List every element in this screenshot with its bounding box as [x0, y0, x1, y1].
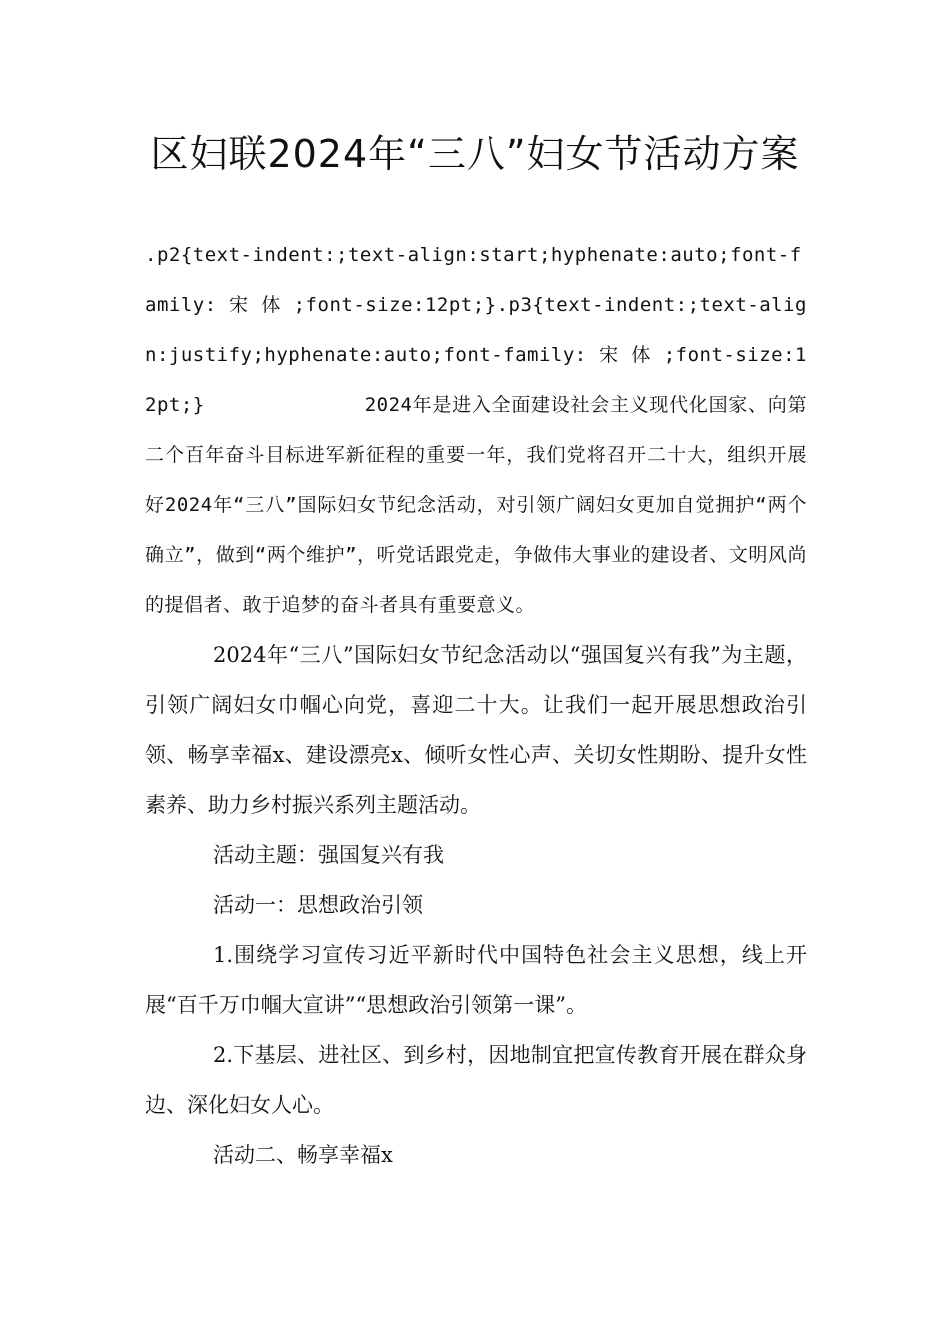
paragraph-2: 2024年“三八”国际妇女节纪念活动以“强国复兴有我”为主题，引领广阔妇女巾帼心向党，喜迎二十大。让我们一起开展思想政治引领、畅享幸福x、建设漂亮x、倾听女性心声、关切女性期盼、提升女性素养、助力乡村振兴系列主题活动。	[145, 643, 807, 817]
activity-one-item-2: 2.下基层、进社区、到乡村，因地制宜把宣传教育开展在群众身边、深化妇女人心。	[145, 1043, 807, 1117]
activity-one-item-1: 1.围绕学习宣传习近平新时代中国特色社会主义思想，线上开展“百千万巾帼大宣讲”“思想政治引领第一课”。	[145, 943, 807, 1017]
css-artifact-text	[145, 230, 807, 630]
document-title: 区妇联2024年“三八”妇女节活动方案	[150, 132, 800, 176]
activity-one-heading: 活动一：思想政治引领	[213, 893, 423, 917]
activity-two-heading: 活动二、畅享幸福x	[213, 1143, 393, 1167]
paragraph-1-inline: 2024年是进入全面建设社会主义现代化国家、向第二个百年奋斗目标进军新征程的重要一年，我们党将召开二十大，组织开展好2024年“三八”国际妇女节纪念活动，对引领广阔妇女更加自觉拥护“两个确立”，做到“两个维护”，听党话跟党走，争做伟大事业的建设者、文明风尚的提倡者、敢于追梦的奋斗者具有重要意义。	[145, 394, 807, 616]
css-artifact-content: .p2{text-indent:;text-align:start;hyphenate:auto;font-family: 宋 体 ;font-size:12pt;}.p3{text-indent:;text-align:justify;hyphenate:auto;font-family: 宋 体 ;font-size:12pt;}	[145, 244, 807, 416]
document-body	[145, 230, 807, 1180]
activity-theme: 活动主题：强国复兴有我	[213, 843, 444, 867]
